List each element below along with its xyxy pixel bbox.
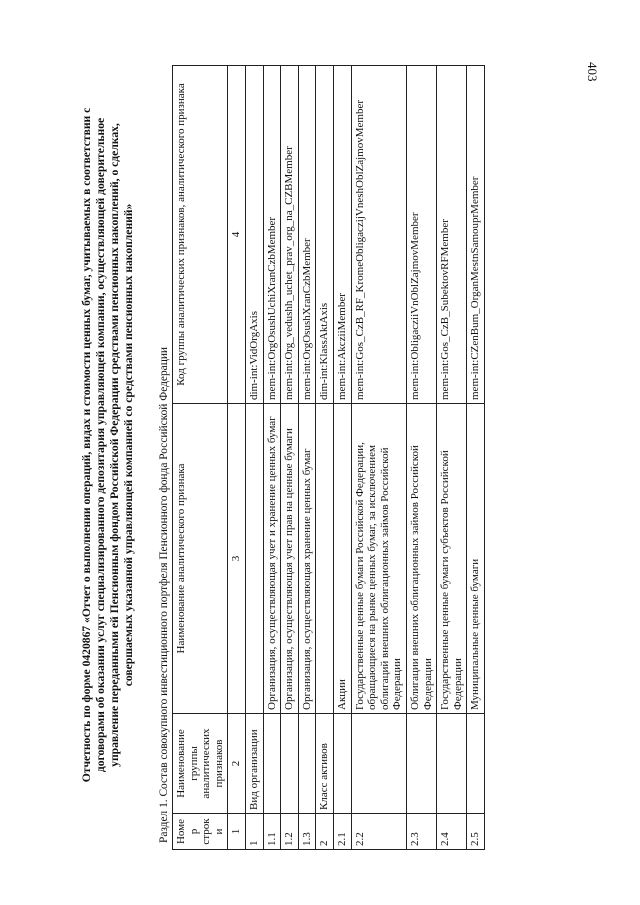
table-row	[281, 66, 299, 850]
attribute-name: Организация, осуществляющая учет прав на ценные бумаги	[281, 404, 299, 714]
table-row	[437, 66, 467, 850]
attribute-name: Государственные ценные бумаги Российской Федерации, обращающиеся на рынке ценных бумаг, за исключением облигаций внешних облигационных займов Российской Федерации	[351, 404, 406, 714]
attribute-name: Облигации внешних облигационных займов Российской Федерации	[406, 404, 436, 714]
attribute-code: dim-int:KlassAktAxis	[316, 66, 334, 404]
attribute-code: mem-int:Gos_CzB_RF_KromeObligaczijVneshOblZajmovMember	[351, 66, 406, 404]
column-number: 3	[228, 404, 246, 714]
page-number: 403	[585, 62, 600, 82]
attribute-name: Организация, осуществляющая хранение ценных бумаг	[298, 404, 316, 714]
group-name	[437, 714, 467, 814]
attribute-name: Организация, осуществляющая учет и хранение ценных бумаг	[263, 404, 281, 714]
attribute-name: Государственные ценные бумаги субъектов Российской Федерации	[437, 404, 467, 714]
attribute-name	[245, 404, 263, 714]
column-number: 1	[228, 814, 246, 850]
attribute-name: Муниципальные ценные бумаги	[467, 404, 485, 714]
table-row	[333, 66, 351, 850]
title-line: Отчетность по форме 0420867 «Отчет о выполнении операций, видах и стоимости ценных бумаг, учитываемых в соответствии с	[80, 107, 93, 783]
group-name	[351, 714, 406, 814]
row-number: 1	[245, 814, 263, 850]
group-name	[281, 714, 299, 814]
attribute-name: Акции	[333, 404, 351, 714]
attribute-code: mem-int:Gos_CzB_SubektovRFMember	[437, 66, 467, 404]
column-number: 4	[228, 66, 246, 404]
row-number: 1.2	[281, 814, 299, 850]
table-row	[298, 66, 316, 850]
header-code: Код группы аналитических признаков, аналитического признака	[173, 66, 228, 404]
row-number: 2.2	[351, 814, 406, 850]
table-row	[245, 66, 263, 850]
attribute-code: dim-int:VidOrgAxis	[245, 66, 263, 404]
table-row	[263, 66, 281, 850]
row-number: 2.1	[333, 814, 351, 850]
attribute-code: mem-int:ObligacziiVnOblZajmovMember	[406, 66, 436, 404]
header-group-name: Наименование группы аналитических признаков	[173, 714, 228, 814]
analytic-attributes-table	[172, 65, 485, 850]
header-row-number: Номер строки	[173, 814, 228, 850]
column-number: 2	[228, 714, 246, 814]
group-name	[298, 714, 316, 814]
document-title	[80, 55, 136, 835]
title-line: совершаемых указанной управляющей компанией со средствами пенсионных накоплений»	[122, 203, 135, 687]
table-column-number-row	[228, 66, 246, 850]
row-number: 1.1	[263, 814, 281, 850]
row-number: 2	[316, 814, 334, 850]
group-name: Вид организации	[245, 714, 263, 814]
attribute-code: mem-int:OrgOsushXranCzbMember	[298, 66, 316, 404]
section-caption: Раздел 1. Состав совокупного инвестиционного портфеля Пенсионного фонда Российской Федерации	[158, 346, 170, 843]
group-name	[333, 714, 351, 814]
row-number: 2.5	[467, 814, 485, 850]
group-name	[467, 714, 485, 814]
table-row	[316, 66, 334, 850]
attribute-code: mem-int:CZenBum_OrganMestnSamouprMember	[467, 66, 485, 404]
group-name	[406, 714, 436, 814]
table-row	[351, 66, 406, 850]
row-number: 1.3	[298, 814, 316, 850]
title-line: договорами об оказании услуг специализированного депозитария управляющей компании, осуществляющей доверительное	[94, 117, 107, 773]
title-line: управление переданными ей Пенсионным фондом Российской Федерации средствами пенсионных накоплений, о сделках,	[108, 123, 121, 767]
attribute-name	[316, 404, 334, 714]
header-attribute-name: Наименование аналитического признака	[173, 404, 228, 714]
row-number: 2.4	[437, 814, 467, 850]
attribute-code: mem-int:AkcziiMember	[333, 66, 351, 404]
group-name	[263, 714, 281, 814]
table-row	[406, 66, 436, 850]
group-name: Класс активов	[316, 714, 334, 814]
attribute-code: mem-int:OrgOsushUchiXranCzbMember	[263, 66, 281, 404]
attribute-code: mem-int:Org_vedushh_uchet_prav_org_na_CZBMember	[281, 66, 299, 404]
row-number: 2.3	[406, 814, 436, 850]
table-row	[467, 66, 485, 850]
table-header-row	[173, 66, 228, 850]
